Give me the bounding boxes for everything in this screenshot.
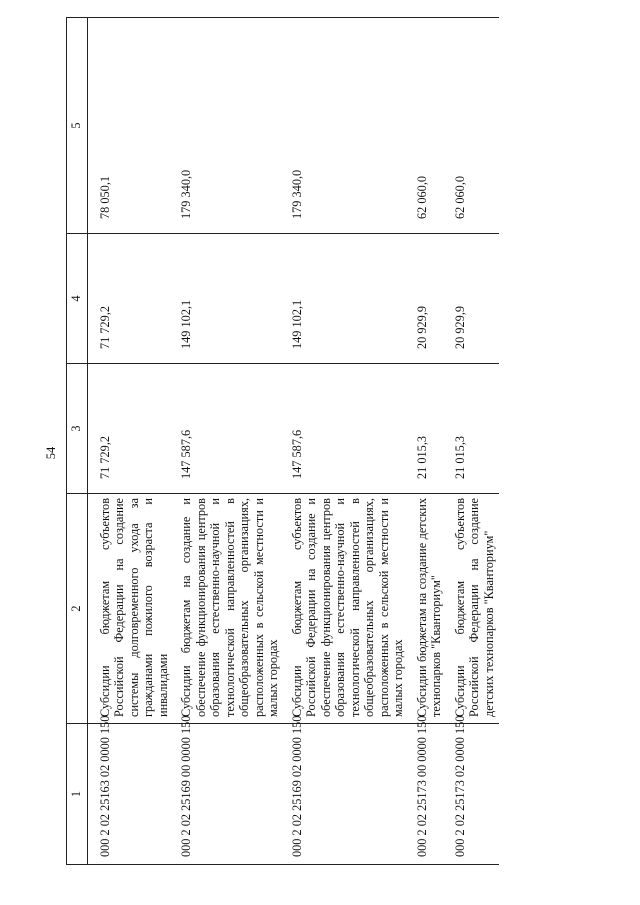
row-code: 000 2 02 25169 02 0000 150 [284, 724, 409, 865]
row-value-5: 179 340,0 [284, 18, 409, 234]
column-header-name: 2 [67, 494, 88, 724]
row-name: Субсидии бюджетам на создание детских технопарков "Кванториум" [409, 494, 447, 724]
table-header-row [67, 18, 88, 865]
row-value-3: 71 729,2 [87, 364, 173, 494]
row-code: 000 2 02 25169 00 0000 150 [173, 724, 284, 865]
row-name: Субсидии бюджетам субъектов Российской Федерации на создание детских технопарков "Кванториум" [447, 494, 500, 724]
row-name: Субсидии бюджетам субъектов Российской Федерации на создание и обеспечение функционирования центров образования естественно-научной и технологической направленностей в общеобразовательных организациях, расположенных в сельской местности и малых городах [284, 494, 409, 724]
row-value-4: 149 102,1 [284, 234, 409, 364]
row-name: Субсидии бюджетам субъектов Российской Федерации на создание системы долговременного ухода за гражданами пожилого возраста и инвалидами [87, 494, 173, 724]
column-header-value-5: 5 [67, 18, 88, 234]
table-row [447, 18, 500, 865]
row-value-4: 71 729,2 [87, 234, 173, 364]
table-row [173, 18, 284, 865]
row-value-3: 21 015,3 [409, 364, 447, 494]
column-header-code: 1 [67, 724, 88, 865]
row-code: 000 2 02 25173 02 0000 150 [447, 724, 500, 865]
row-value-3: 147 587,6 [284, 364, 409, 494]
column-header-value-3: 3 [67, 364, 88, 494]
row-code: 000 2 02 25173 00 0000 150 [409, 724, 447, 865]
row-value-5: 78 050,1 [87, 18, 173, 234]
table-row [409, 18, 447, 865]
row-name: Субсидии бюджетам на создание и обеспечение функционирования центров образования естественно-научной и технологической направленностей в общеобразовательных организациях, расположенных в сельской местности и малых городах [173, 494, 284, 724]
table-row [284, 18, 409, 865]
row-value-3: 147 587,6 [173, 364, 284, 494]
table-row [87, 18, 173, 865]
row-value-4: 20 929,9 [409, 234, 447, 364]
row-value-5: 62 060,0 [409, 18, 447, 234]
row-code: 000 2 02 25163 02 0000 150 [87, 724, 173, 865]
row-value-5: 179 340,0 [173, 18, 284, 234]
row-value-5: 62 060,0 [447, 18, 500, 234]
budget-table [66, 17, 499, 865]
column-header-value-4: 4 [67, 234, 88, 364]
row-value-4: 149 102,1 [173, 234, 284, 364]
row-value-3: 21 015,3 [447, 364, 500, 494]
page-number: 54 [44, 446, 58, 460]
row-value-4: 20 929,9 [447, 234, 500, 364]
